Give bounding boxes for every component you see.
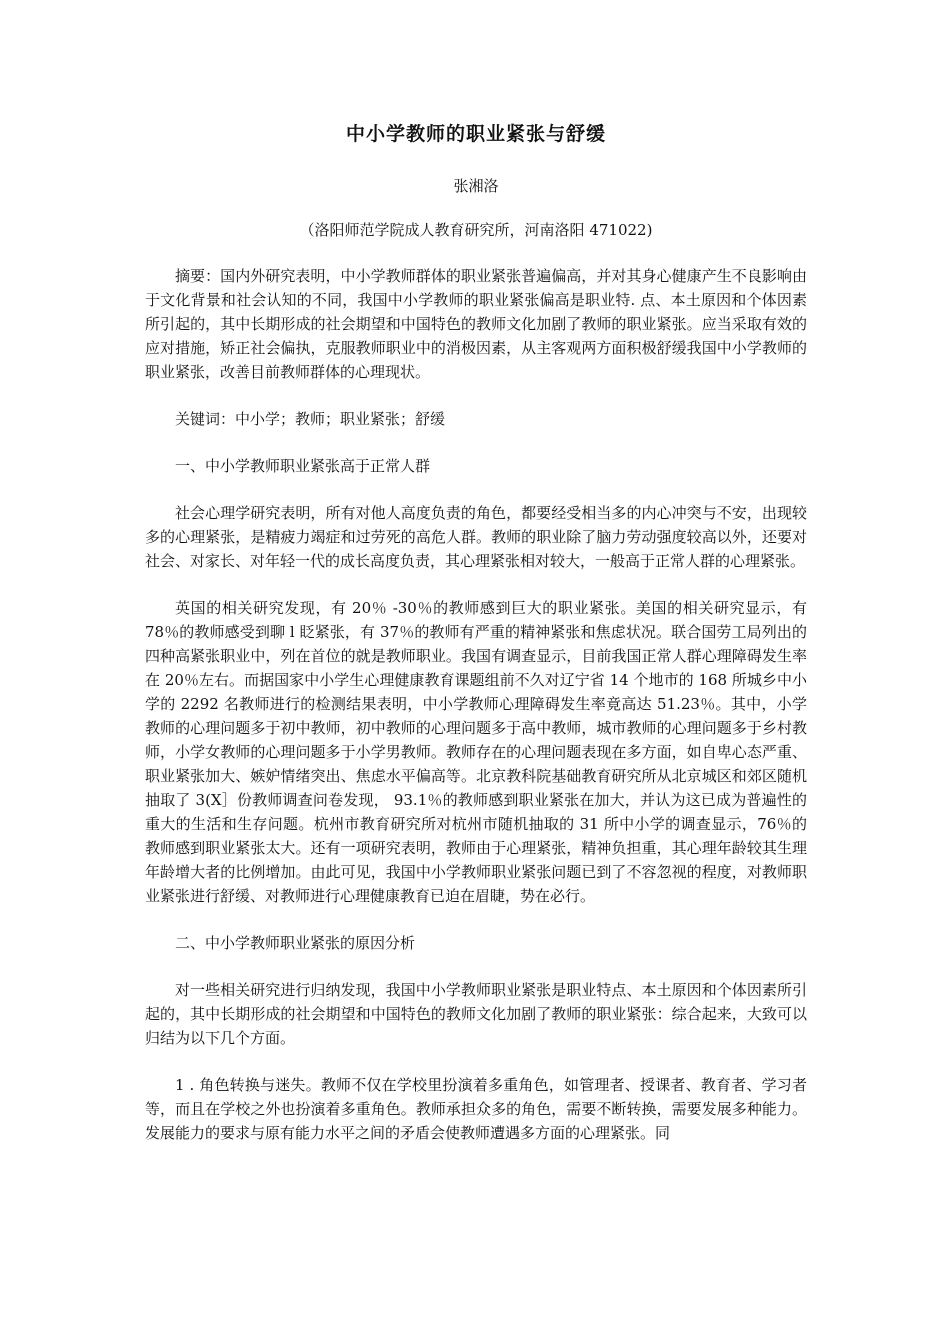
section-heading-2: 二、中小学教师职业紧张的原因分析 [175,934,416,952]
section-1-paragraph-2: 英国的相关研究发现，有 20％ -30％的教师感到巨大的职业紧张。美国的相关研究显示，有 78％的教师感受到聊 l 眨紧张，有 37％的教师有严重的精神紧张和焦虑状况。联合国劳工局列出的四种高紧张职业中，列在首位的就是教师职业。我国有调查显示，目前我国正常人群心理障碍发生率在 20％左右。而据国家中小学生心理健康教育课题组前不久对辽宁省 14 个地市的 168 所城乡中小学的 2292 名教师进行的检测结果表明，中小学教师心理障碍发生率竟高达 51.23％。其中，小学教师的心理问题多于初中教师，初中教师的心理问题多于高中教师，城市教师的心理问题多于乡村教师，小学女教师的心理问题多于小学男教师。教师存在的心理问题表现在多方面，如自卑心态严重、职业紧张加大、嫉妒情绪突出、焦虑水平偏高等。北京教科院基础教育研究所从北京城区和郊区随机抽取了 3(X］份教师调查问卷发现， 93.1％的教师感到职业紧张在加大，并认为这已成为普遍性的重大的生活和生存问题。杭州市教育研究所对杭州市随机抽取的 31 所中小学的调查显示，76％的教师感到职业紧张太大。还有一项研究表明，教师由于心理紧张，精神负担重，其心理年龄较其生理年龄增大者的比例增加。由此可见，我国中小学教师职业紧张问题已到了不容忽视的程度，对教师职业紧张进行舒缓、对教师进行心理健康教育已迫在眉睫，势在必行。 [145,599,807,905]
section-1-paragraph-1: 社会心理学研究表明，所有对他人高度负责的角色，都要经受相当多的内心冲突与不安，出现较多的心理紧张，是精疲力竭症和过劳死的高危人群。教师的职业除了脑力劳动强度较高以外，还要对社会、对家长、对年轻一代的成长高度负责，其心理紧张相对较大，一般高于正常人群的心理紧张。 [145,504,807,570]
paper-title: 中小学教师的职业紧张与舒缓 [345,123,606,145]
keywords: 关键词：中小学；教师；职业紧张；舒缓 [175,410,446,428]
section-2-paragraph-1: 对一些相关研究进行归纳发现，我国中小学教师职业紧张是职业特点、本土原因和个体因素所引起的，其中长期形成的社会期望和中国特色的教师文化加剧了教师的职业紧张：综合起来，大致可以归结为以下几个方面。 [145,981,807,1047]
section-heading-1: 一、中小学教师职业紧张高于正常人群 [175,457,431,475]
author-name: 张湘洛 [453,177,499,195]
abstract: 摘要：国内外研究表明，中小学教师群体的职业紧张普遍偏高，并对其身心健康产生不良影响由于文化背景和社会认知的不同，我国中小学教师的职业紧张偏高是职业特. 点、本土原因和个体因素所引起的，其中长期形成的社会期望和中国特色的教师文化加剧了教师的职业紧张。应当采取有效的应对措施，矫正社会偏执，克服教师职业中的消极因素，从主客观两方面积极舒缓我国中小学教师的职业紧张，改善目前教师群体的心理现状。 [145,267,807,381]
document-page [145,118,807,1168]
section-2-paragraph-2: 1 . 角色转换与迷失。教师不仅在学校里扮演着多重角色，如管理者、授课者、教育者、学习者等，而且在学校之外也扮演着多重角色。教师承担众多的角色，需要不断转换，需要发展多种能力。发展能力的要求与原有能力水平之间的矛盾会使教师遭遇多方面的心理紧张。同 [145,1076,807,1142]
author-affiliation: （洛阳师范学院成人教育研究所，河南洛阳 471022) [299,221,653,239]
